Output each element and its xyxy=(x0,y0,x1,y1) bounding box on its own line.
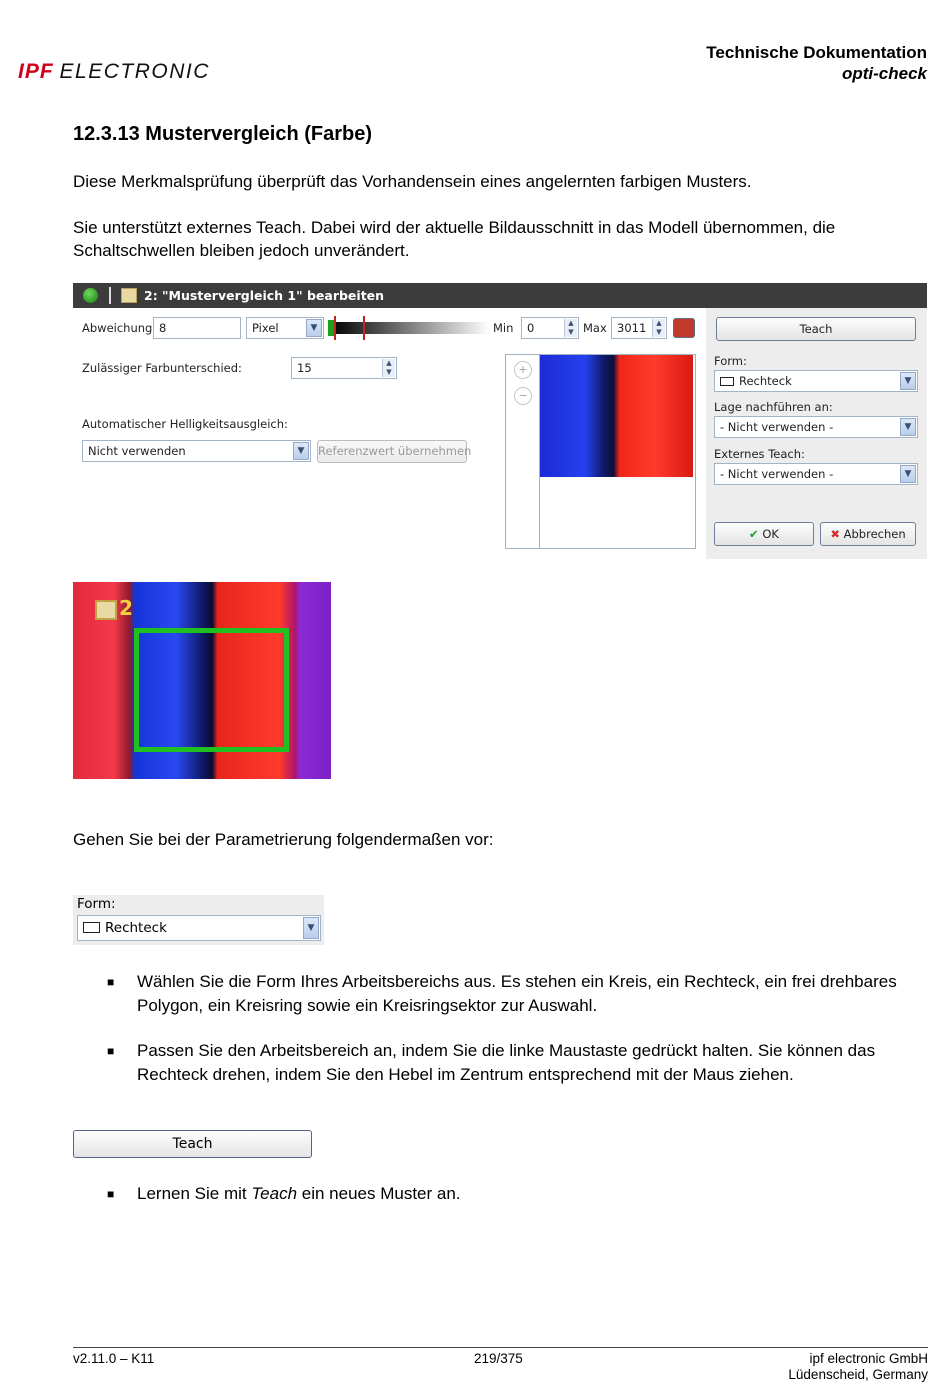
lage-label: Lage nachführen an: xyxy=(714,400,833,414)
zoom-toolbar xyxy=(506,355,540,548)
footer-company xyxy=(788,1351,928,1383)
footer-page-number: 219/375 xyxy=(474,1351,523,1366)
ext-teach-value: - Nicht verwenden - xyxy=(720,467,834,481)
bullet-text: Wählen Sie die Form Ihres Arbeitsbereichs aus. Es stehen ein Kreis, ein Rechteck, ein frei drehbares Polygon, ein Kreisring sowie ein Kreisringsektor zur Auswahl. xyxy=(137,972,897,1015)
chevron-down-icon[interactable]: ▼ xyxy=(900,418,916,436)
farbunterschied-spinbox[interactable] xyxy=(291,357,397,379)
max-label: Max xyxy=(583,321,607,335)
abweichung-label: Abweichung xyxy=(82,321,153,335)
unit-value: Pixel xyxy=(252,321,279,335)
intro-paragraph: Diese Merkmalsprüfung überprüft das Vorhandensein eines angelernten farbigen Musters. xyxy=(73,172,752,191)
settings-panel xyxy=(706,308,927,559)
procedure-paragraph: Gehen Sie bei der Parametrierung folgendermaßen vor: xyxy=(73,830,494,849)
ext-teach-select[interactable] xyxy=(714,463,918,485)
pattern-preview xyxy=(505,354,696,549)
pattern-feature-icon xyxy=(121,288,137,303)
logo-electronic: ELECTRONIC xyxy=(59,60,210,83)
teach-button[interactable]: Teach xyxy=(716,317,916,341)
ok-button[interactable] xyxy=(714,522,814,546)
document-header xyxy=(706,42,927,84)
bullet-icon: ■ xyxy=(107,975,115,989)
bullet-text-post: ein neues Muster an. xyxy=(297,1184,461,1203)
pattern-image xyxy=(540,355,693,477)
status-icon xyxy=(83,288,98,303)
min-value: 0 xyxy=(527,321,535,335)
product-name: opti-check xyxy=(841,64,927,83)
section-heading: 12.3.13 Mustervergleich (Farbe) xyxy=(73,123,373,145)
form-select-snippet xyxy=(73,895,324,945)
chevron-down-icon[interactable]: ▼ xyxy=(900,372,916,390)
chevron-down-icon[interactable]: ▼ xyxy=(303,917,319,939)
company-logo xyxy=(18,60,210,84)
bullet-text: Passen Sie den Arbeitsbereich an, indem Sie die linke Maustaste gedrückt halten. Sie können das Rechteck drehen, indem Sie den Hebel im Zentrum entsprechend mit der Maus ziehen. xyxy=(137,1041,876,1084)
dialog-title: 2: "Mustervergleich 1" bearbeiten xyxy=(144,288,385,303)
form-label: Form: xyxy=(77,896,116,912)
abweichung-input[interactable]: 8 xyxy=(153,317,241,339)
reset-icon[interactable] xyxy=(673,318,695,338)
zoom-in-icon[interactable]: + xyxy=(514,361,532,379)
lage-select[interactable] xyxy=(714,416,918,438)
footer-version: v2.11.0 – K11 xyxy=(73,1351,155,1366)
ext-teach-label: Externes Teach: xyxy=(714,447,805,461)
ok-label: OK xyxy=(762,527,779,541)
slider-max-handle[interactable] xyxy=(363,316,365,340)
pattern-feature-icon xyxy=(95,600,117,620)
roi-rectangle[interactable] xyxy=(134,628,289,752)
footer-divider xyxy=(73,1347,928,1348)
spin-arrows-icon[interactable]: ▲ ▼ xyxy=(382,359,395,377)
chevron-down-icon[interactable]: ▼ xyxy=(306,319,322,337)
form-value: Rechteck xyxy=(105,920,167,936)
rectangle-icon xyxy=(83,922,100,933)
bullet-icon: ■ xyxy=(107,1044,115,1058)
bullet-icon: ■ xyxy=(107,1187,115,1201)
form-value: Rechteck xyxy=(739,374,792,388)
helligkeit-select[interactable] xyxy=(82,440,311,462)
company-location: Lüdenscheid, Germany xyxy=(788,1367,928,1382)
bullet-text xyxy=(137,1182,917,1206)
spin-arrows-icon[interactable]: ▲ ▼ xyxy=(564,319,577,337)
min-spinbox[interactable] xyxy=(521,317,579,339)
bullet-text-emphasis: Teach xyxy=(251,1184,298,1203)
form-select[interactable] xyxy=(77,915,321,941)
chevron-down-icon[interactable]: ▼ xyxy=(900,465,916,483)
check-icon: ✔ xyxy=(749,527,759,541)
form-label: Form: xyxy=(714,354,747,368)
cancel-label: Abbrechen xyxy=(843,527,906,541)
form-select[interactable] xyxy=(714,370,918,392)
close-icon: ✖ xyxy=(830,527,840,541)
zoom-out-icon[interactable]: − xyxy=(514,387,532,405)
titlebar-divider xyxy=(109,287,111,304)
company-name: ipf electronic GmbH xyxy=(809,1351,928,1366)
slider-min-handle[interactable] xyxy=(334,316,336,340)
logo-ipf: IPF xyxy=(18,60,54,83)
camera-image xyxy=(73,582,331,779)
referenzwert-button[interactable]: Referenzwert übernehmen xyxy=(317,440,467,463)
farbunterschied-label: Zulässiger Farbunterschied: xyxy=(82,361,242,375)
farbunterschied-value: 15 xyxy=(297,361,312,375)
helligkeit-label: Automatischer Helligkeitsausgleich: xyxy=(82,417,288,431)
threshold-slider[interactable] xyxy=(330,322,490,334)
helligkeit-value: Nicht verwenden xyxy=(88,444,186,458)
rectangle-icon xyxy=(720,377,734,386)
feature-number: 2 xyxy=(119,596,133,620)
bullet-text-pre: Lernen Sie mit xyxy=(137,1184,252,1203)
lage-value: - Nicht verwenden - xyxy=(720,420,834,434)
unit-select[interactable] xyxy=(246,317,324,339)
teach-paragraph: Sie unterstützt externes Teach. Dabei wird der aktuelle Bildausschnitt in das Modell übernommen, die Schaltschwellen bleiben jedoch unverändert. xyxy=(73,218,836,260)
teach-button[interactable]: Teach xyxy=(73,1130,312,1158)
min-label: Min xyxy=(493,321,514,335)
edit-dialog-screenshot xyxy=(73,283,927,559)
doc-title: Technische Dokumentation xyxy=(706,43,927,62)
dialog-titlebar xyxy=(73,283,927,308)
cancel-button[interactable] xyxy=(820,522,916,546)
max-value: 3011 xyxy=(617,321,647,335)
max-spinbox[interactable] xyxy=(611,317,667,339)
chevron-down-icon[interactable]: ▼ xyxy=(293,442,309,460)
spin-arrows-icon[interactable]: ▲ ▼ xyxy=(652,319,665,337)
